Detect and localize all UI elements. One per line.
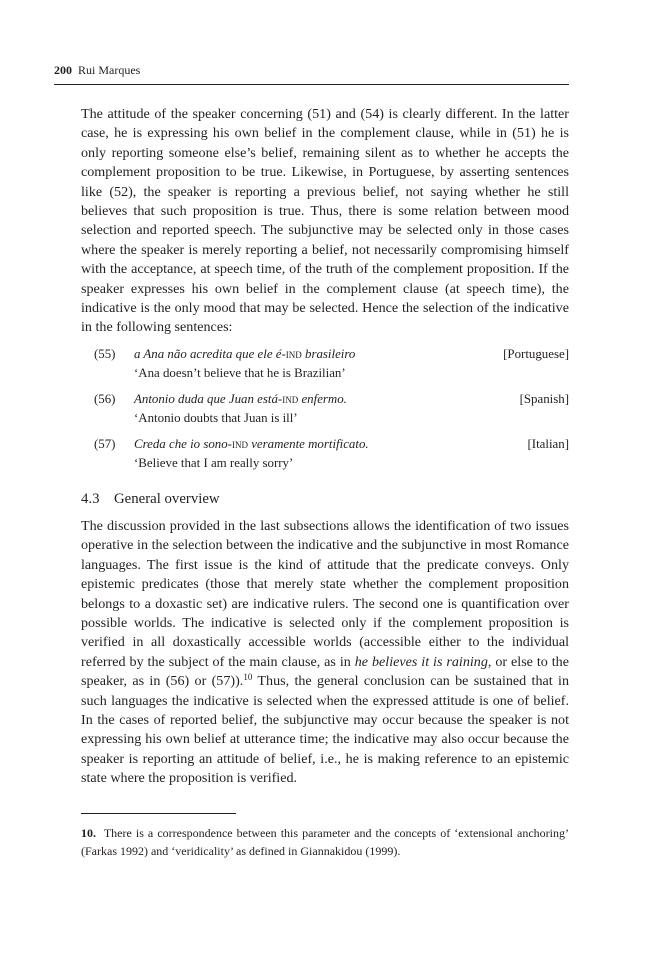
example-number: (57) bbox=[94, 437, 116, 451]
body-paragraph-2: The discussion provided in the last subsections allows the identification of two issues operative in the selection between the indicative and the subjunctive in most Romance languages. The first issue is the kind of attitude that the predicate conveys. Only epistemic predicates (those that merely state whether the complement proposition belongs to a doxastic set) are indicative rulers. The second one is quantification over possible worlds. The indicative is selected only if the complement proposition is verified in all doxastically accessible worlds (accessible either to the individual referred by the subject of the main clause, as in he believes it is raining, or else to the speaker, as in (56) or (57)).$^{10}$ Thus, the general conclusion can be sustained that in such languages the indicative is selected when the expressed attitude is one of belief. In the cases of reported belief, the subjunctive may occur because the speaker is not expressing his own belief at utterance time; the indicative may also occur because the speaker is reporting an attitude of belief, i.e., he is making reference to an epistemic state where the proposition is verified. bbox=[81, 518, 569, 787]
body-paragraph-1: The attitude of the speaker concerning (51) and (54) is clearly different. In the latter case, he is expressing his own belief in the complement clause, while in (51) he is only reporting someone else’s belief, remaining silent as to whether he accepts the complement proposition to be true. Likewise, in Portuguese, by asserting sentences like (52), the speaker is reporting a previous belief, not saying whether he still believes that such proposition is true. Thus, there is some relation between mood selection and reported speech. The subjunctive may be selected only in those cases where the speaker is merely reporting a belief, not necessarily compromising himself with the acceptance, at speech time, of the truth of the complement proposition. If the speaker expresses his own belief in the complement clause (at speech time), the indicative is the only mood that may be selected. Hence the selection of the indicative in the following sentences: bbox=[81, 106, 569, 336]
mood-gloss: ind bbox=[282, 392, 299, 406]
example-56 bbox=[81, 390, 569, 435]
example-57 bbox=[81, 435, 569, 480]
mood-gloss: ind bbox=[285, 347, 302, 361]
example-sentence: Creda che io sono-ind veramente mortificato. bbox=[134, 437, 369, 451]
footnote-rule bbox=[81, 813, 236, 814]
example-translation: ‘Believe that I am really sorry’ bbox=[134, 456, 294, 470]
example-language: [Italian] bbox=[527, 437, 569, 451]
example-sentence: a Ana não acredita que ele é-ind brasileiro bbox=[134, 347, 356, 361]
example-number: (56) bbox=[94, 392, 116, 406]
italic-example: he believes it is raining bbox=[354, 653, 488, 670]
example-list bbox=[81, 345, 569, 480]
footnote-10 bbox=[81, 825, 569, 860]
example-language: [Portuguese] bbox=[503, 347, 569, 361]
header-rule bbox=[54, 84, 569, 85]
running-header bbox=[54, 62, 569, 78]
footnote-reference[interactable]: 10 bbox=[243, 672, 253, 683]
section-title: General overview bbox=[114, 491, 220, 507]
footnote-text: There is a correspondence between this parameter and the concepts of ‘extensional anchoring’ (Farkas 1992) and ‘veridicality’ as defined in Giannakidou (1999). bbox=[81, 826, 569, 858]
example-translation: ‘Antonio doubts that Juan is ill’ bbox=[134, 411, 298, 425]
footnote-number: 10. bbox=[81, 826, 96, 840]
example-number: (55) bbox=[94, 347, 116, 361]
section-heading bbox=[81, 489, 220, 509]
running-head-author: Rui Marques bbox=[78, 63, 141, 77]
example-55 bbox=[81, 345, 569, 390]
example-translation: ‘Ana doesn’t believe that he is Brazilian’ bbox=[134, 366, 346, 380]
page-number: 200 bbox=[54, 63, 72, 77]
section-number: 4.3 bbox=[81, 491, 100, 507]
example-sentence: Antonio duda que Juan está-ind enfermo. bbox=[134, 392, 347, 406]
mood-gloss: ind bbox=[231, 437, 248, 451]
example-language: [Spanish] bbox=[519, 392, 569, 406]
